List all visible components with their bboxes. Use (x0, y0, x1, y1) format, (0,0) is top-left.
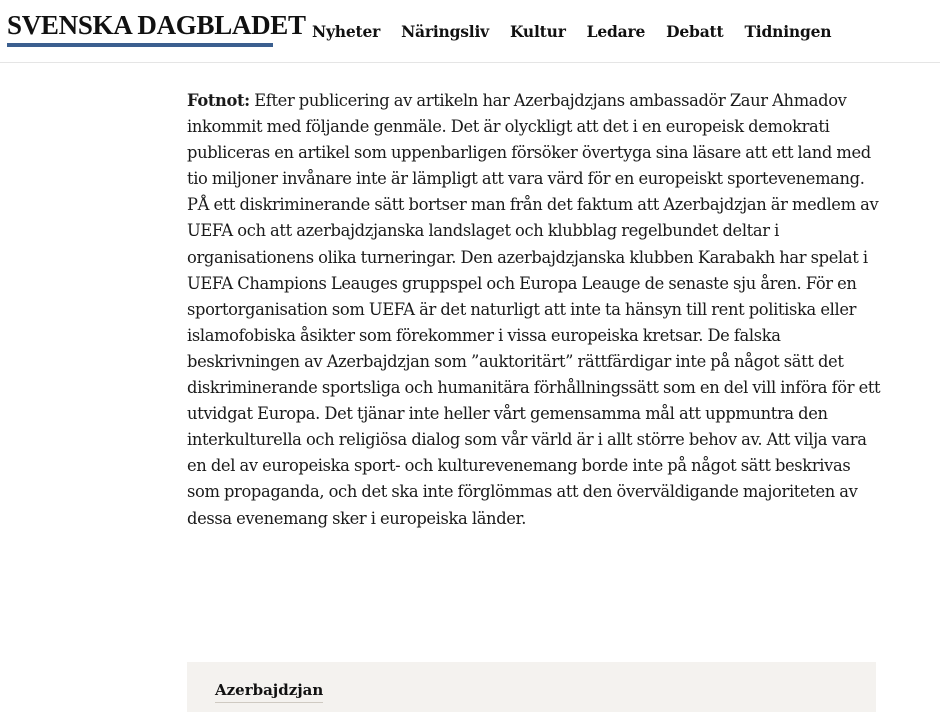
logo-underline (7, 43, 273, 47)
nav-item-debatt[interactable]: Debatt (666, 22, 724, 41)
nav-item-ledare[interactable]: Ledare (586, 22, 646, 41)
site-logo[interactable]: SVENSKA DAGBLADET (7, 10, 306, 40)
main-nav (312, 20, 852, 44)
nav-item-kultur[interactable]: Kultur (509, 22, 566, 41)
site-header (0, 0, 940, 63)
nav-item-tidningen[interactable]: Tidningen (744, 22, 832, 41)
factbox (187, 662, 876, 712)
nav-item-nyheter[interactable]: Nyheter (312, 22, 381, 41)
article-footnote (187, 88, 887, 532)
footnote-label: Fotnot: (187, 91, 250, 110)
footnote-text: Efter publicering av artikeln har Azerbajdzjans ambassadör Zaur Ahmadov inkommit med följande genmäle. Det är olyckligt att det i en europeisk demokrati publiceras en artikel som uppenbarligen försöker övertyga sina läsare att ett land med tio miljoner invånare inte är lämpligt att vara värd för en europeiskt sportevenemang. PÅ ett diskriminerande sätt bortser man från det faktum att Azerbajdzjan är medlem av UEFA och att azerbajdzjanska landslaget och klubblag regelbundet deltar i organisationens olika turneringar. Den azerbajdzjanska klubben Karabakh har spelat i UEFA Champions Leauges gruppspel och Europa Leauge de senaste sju åren. För en sportorganisation som UEFA är det naturligt att inte ta hänsyn till rent politiska eller islamofobiska åsikter som förekommer i vissa europeiska kretsar. De falska beskrivningen av Azerbajdzjan som ”auktoritärt” rättfärdigar inte på något sätt det diskriminerande sportsliga och humanitära förhållningssätt som en del vill införa för ett utvidgat Europa. Det tjänar inte heller vårt gemensamma mål att uppmuntra den interkulturella och religiösa dialog som vår värld är i allt större behov av. Att vilja vara en del av europeiska sport- och kulturevenemang borde inte på något sätt beskrivas som propaganda, och det ska inte förglömmas att den överväldigande majoriteten av dessa evenemang sker i europeiska länder. (187, 91, 881, 528)
factbox-title: Azerbajdzjan (215, 680, 323, 703)
nav-item-naringsliv[interactable]: Näringsliv (401, 22, 489, 41)
